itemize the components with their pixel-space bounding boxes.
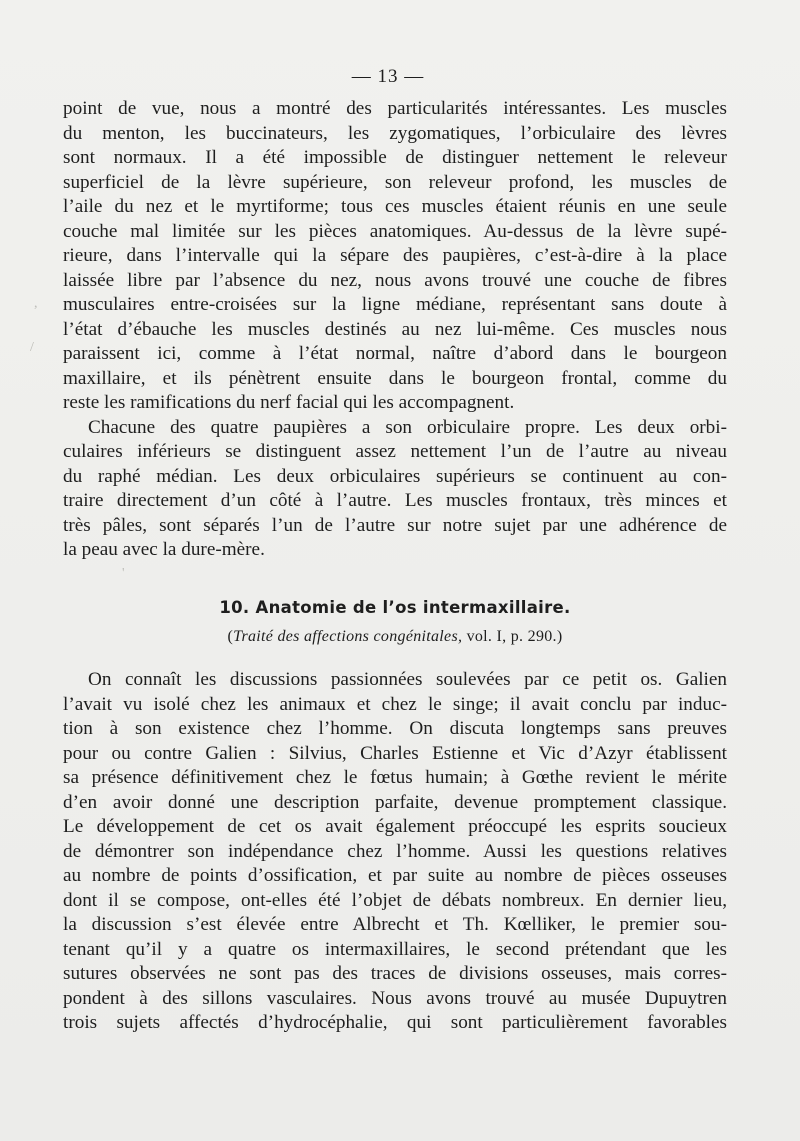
text-line: la peau avec la dure-mère. <box>63 539 265 560</box>
margin-smudge: , <box>34 296 38 311</box>
text-line: la discussion s’est élevée entre Albrecht et Th. Kœlliker, le premier sou- <box>63 914 727 935</box>
citation-title: Traité des affections congénitales, <box>233 628 463 645</box>
text-line: pour ou contre Galien : Silvius, Charles Estienne et Vic d’Azyr établissent <box>63 742 727 764</box>
text-line: au nombre de points d’ossification, et par suite au nombre de pièces osseuses <box>63 865 727 886</box>
text-line: paraissent ici, comme à l’état normal, naître d’abord dans le bourgeon <box>63 343 727 364</box>
text-line: reste les ramifications du nerf facial qui les accompagnent. <box>63 392 515 413</box>
text-line: sa présence définitivement chez le fœtus humain; à Gœthe revient le mérite <box>63 767 727 788</box>
paragraph-block-muscles <box>63 97 727 563</box>
text-line: sutures observées ne sont pas des traces de divisions osseuses, mais corres- <box>63 963 727 984</box>
paragraph-block-intermaxillary <box>63 668 727 1036</box>
text-line: d’en avoir donné une description parfaite, devenue promptement classique. <box>63 791 727 813</box>
text-line: pondent à des sillons vasculaires. Nous avons trouvé au musée Dupuytren <box>63 987 727 1009</box>
text-line: dont il se compose, ont-elles été l’objet de débats nombreux. En dernier lieu, <box>63 889 727 911</box>
text-line: maxillaire, et ils pénètrent ensuite dans le bourgeon frontal, comme du <box>63 367 727 389</box>
text-line: laissée libre par l’absence du nez, nous avons trouvé une couche de fibres <box>63 269 727 291</box>
text-line: du raphé médian. Les deux orbiculaires supérieurs se continuent au con- <box>63 465 727 487</box>
citation-rest: vol. I, p. 290.) <box>462 628 563 645</box>
text-line: musculaires entre-croisées sur la ligne médiane, représentant sans doute à <box>63 294 727 315</box>
text-line: tenant qu’il y a quatre os intermaxillaires, le second prétendant que les <box>63 938 727 960</box>
text-line: superficiel de la lèvre supérieure, son releveur profond, les muscles de <box>63 171 727 193</box>
text-line: de démontrer son indépendance chez l’homme. Aussi les questions relatives <box>63 840 727 862</box>
text-line: sont normaux. Il a été impossible de distinguer nettement le releveur <box>63 147 727 168</box>
text-line: tion à son existence chez l’homme. On discuta longtemps sans preuves <box>63 718 727 739</box>
text-line: du menton, les buccinateurs, les zygomatiques, l’orbiculaire des lèvres <box>63 122 727 144</box>
text-line: l’avait vu isolé chez les animaux et chez le singe; il avait conclu par induc- <box>63 693 727 715</box>
text-line: traire directement d’un côté à l’autre. Les muscles frontaux, très minces et <box>63 490 727 511</box>
text-line: l’aile du nez et le myrtiforme; tous ces muscles étaient réunis en une seule <box>63 196 727 217</box>
text-line: couche mal limitée sur les pièces anatomiques. Au-dessus de la lèvre supé- <box>63 220 727 242</box>
text-line: point de vue, nous a montré des particularités intéressantes. Les muscles <box>63 98 727 119</box>
section-citation <box>0 628 790 646</box>
text-line: Le développement de cet os avait également préoccupé les esprits soucieux <box>63 816 727 837</box>
section-heading: 10. Anatomie de l’os intermaxillaire. <box>219 598 571 617</box>
text-line: On connaît les discussions passionnées soulevées par ce petit os. Galien <box>88 669 727 690</box>
text-line: Chacune des quatre paupières a son orbiculaire propre. Les deux orbi- <box>88 416 727 438</box>
margin-smudge: / <box>30 340 34 355</box>
page-number: — 13 — <box>351 66 425 87</box>
text-line: trois sujets affectés d’hydrocéphalie, qui sont particulièrement favorables <box>63 1012 727 1033</box>
text-line: très pâles, sont séparés l’un de l’autre sur notre sujet par une adhérence de <box>63 514 727 536</box>
citation-open: ( <box>227 628 234 645</box>
text-line: rieure, dans l’intervalle qui la sépare des paupières, c’est-à-dire à la place <box>63 245 727 266</box>
text-line: l’état d’ébauche les muscles destinés au nez lui-même. Ces muscles nous <box>63 318 727 340</box>
text-line: culaires inférieurs se distinguent assez nettement l’un de l’autre au niveau <box>63 441 727 462</box>
margin-smudge: ' <box>122 566 125 581</box>
